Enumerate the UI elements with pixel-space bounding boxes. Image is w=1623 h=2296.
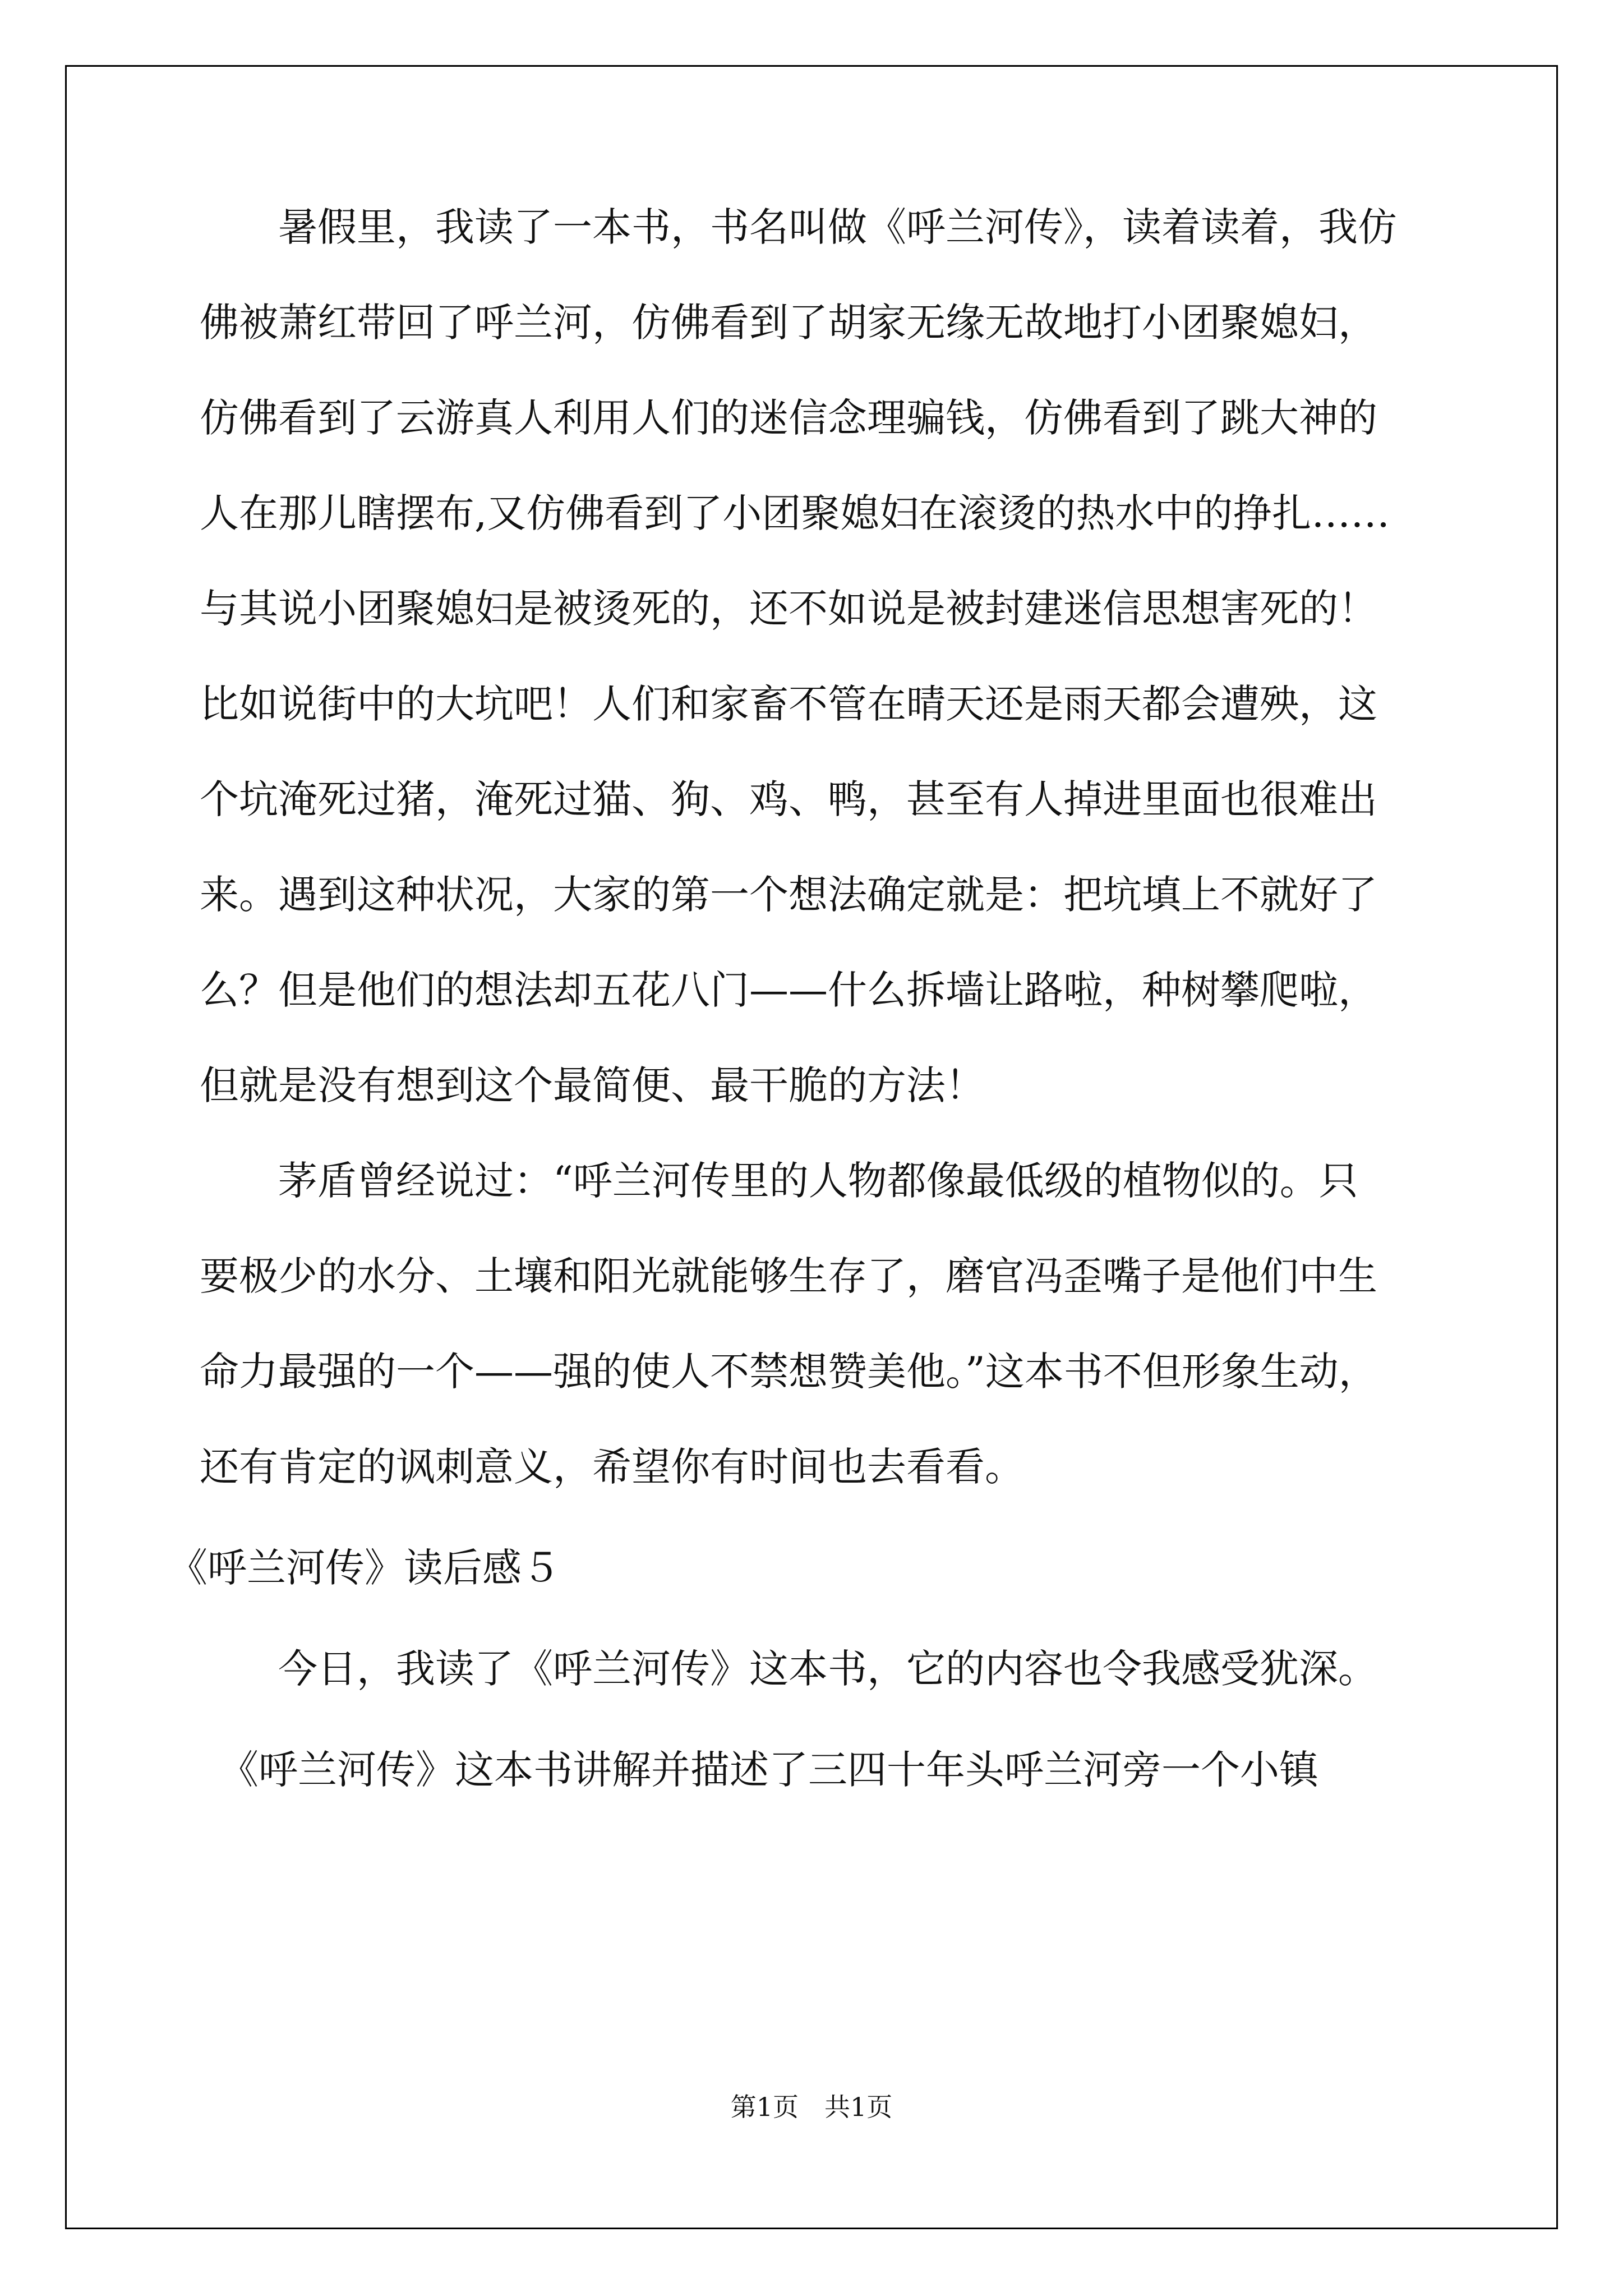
text-line: 么？但是他们的想法却五花八门——什么拆墙让路啦，种树攀爬啦， [200, 967, 1377, 1013]
text-line: 要极少的水分、土壤和阳光就能够生存了，磨官冯歪嘴子是他们中生 [200, 1253, 1377, 1299]
page-border [65, 65, 1558, 2229]
text-line: 比如说街中的大坑吧！人们和家畜不管在晴天还是雨天都会遭殃，这 [200, 681, 1377, 727]
text-line: 还有肯定的讽刺意义，希望你有时间也去看看。 [200, 1444, 1024, 1490]
text-line: 个坑淹死过猪，淹死过猫、狗、鸡、鸭，甚至有人掉进里面也很难出 [200, 776, 1377, 822]
text-line: 但就是没有想到这个最简便、最干脆的方法！ [200, 1062, 985, 1108]
section-heading: 《呼兰河传》读后感５ [168, 1545, 561, 1591]
page-footer: 第1页 共1页 [730, 2092, 893, 2122]
text-line: 来。遇到这种状况，大家的第一个想法确定就是：把坑填上不就好了 [200, 872, 1377, 918]
text-line: 《呼兰河传》这本书讲解并描述了三四十年头呼兰河旁一个小镇 [200, 1747, 1318, 1793]
text-line: 茅盾曾经说过：“呼兰河传里的人物都像最低级的植物似的。只 [200, 1158, 1358, 1204]
text-line: 暑假里，我读了一本书，书名叫做《呼兰河传》，读着读着，我仿 [200, 204, 1397, 250]
text-line: 仿佛看到了云游真人利用人们的迷信念理骗钱，仿佛看到了跳大神的 [200, 395, 1377, 441]
text-line: 今日，我读了《呼兰河传》这本书，它的内容也令我感受犹深。 [200, 1646, 1377, 1692]
text-line: 佛被萧红带回了呼兰河，仿佛看到了胡家无缘无故地打小团聚媳妇， [200, 300, 1377, 346]
text-line: 与其说小团聚媳妇是被烫死的，还不如说是被封建迷信思想害死的！ [200, 586, 1377, 632]
text-line: 人在那儿瞎摆布,又仿佛看到了小团聚媳妇在滚烫的热水中的挣扎…… [200, 490, 1390, 536]
text-line: 命力最强的一个——强的使人不禁想赞美他。”这本书不但形象生动， [200, 1349, 1378, 1395]
